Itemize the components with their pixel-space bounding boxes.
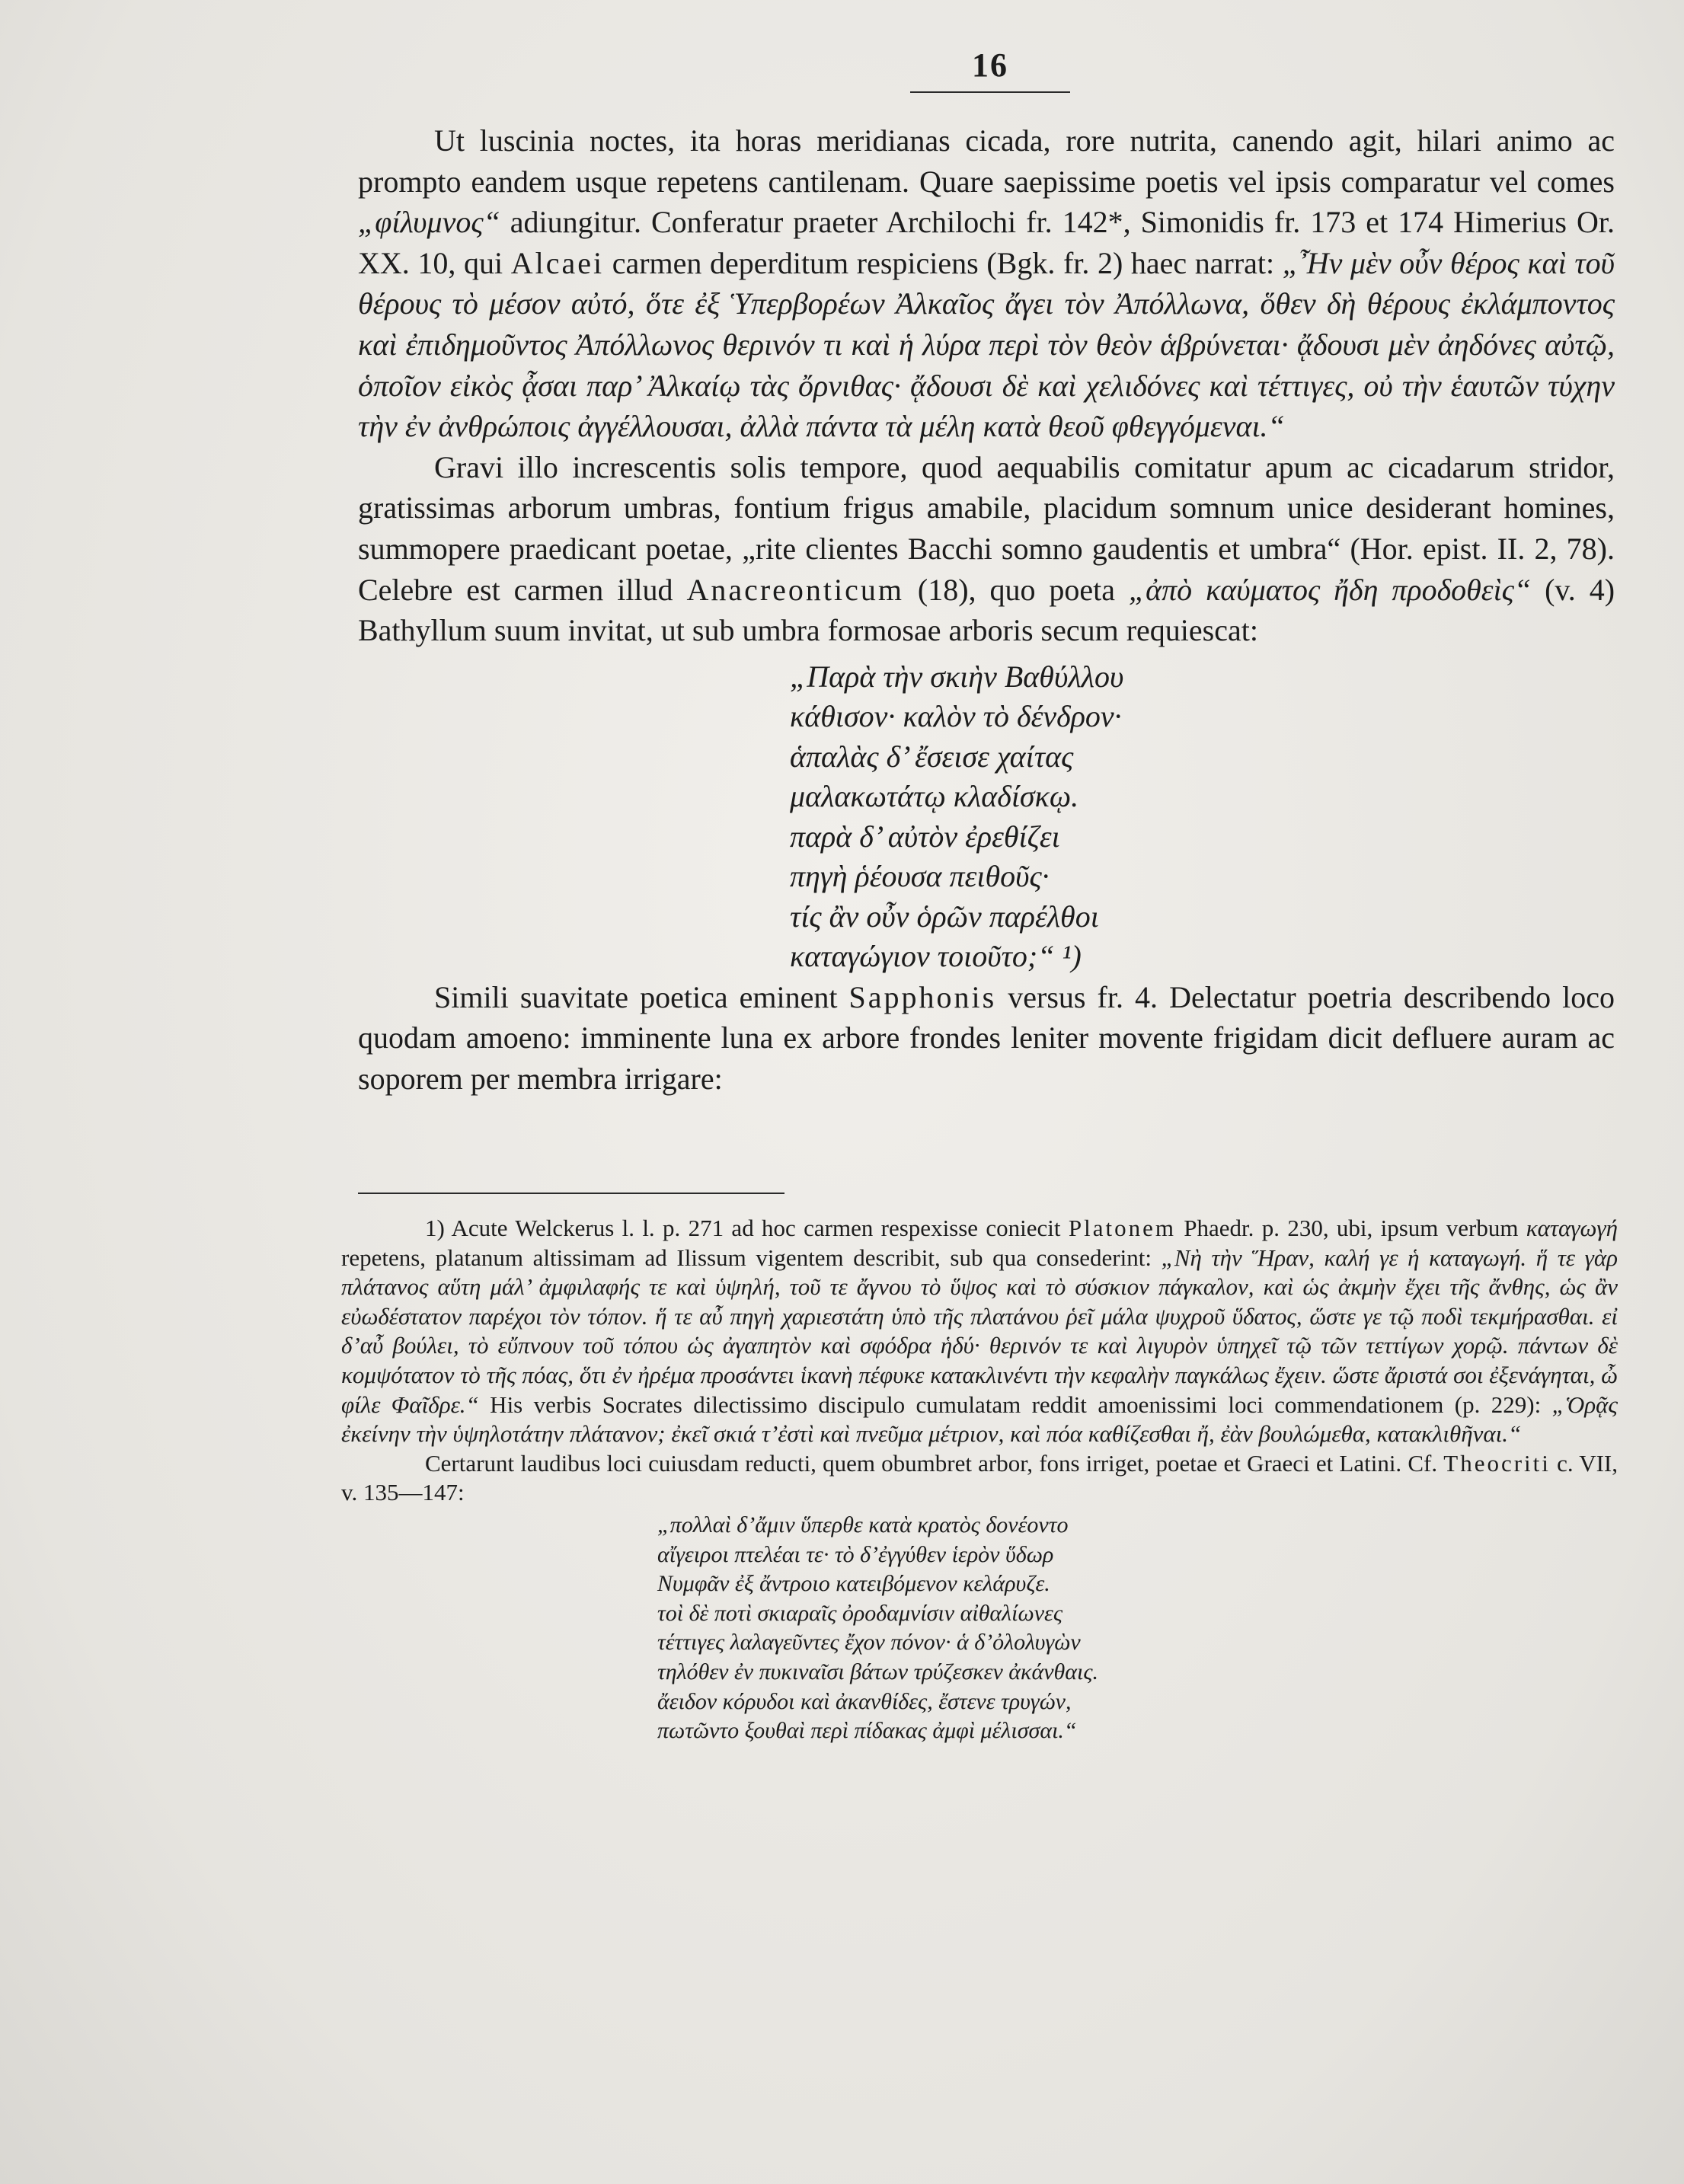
greek-quotation: „Ὁρᾷς ἐκείνην τὴν ὑψηλοτάτην πλάτανον; ἐκεῖ σκιά τ’ἐστὶ καὶ πνεῦμα μέτριον, καὶ πόα καθίζεσθαι ἤ, ἐὰν βουλώμεθα, κατακλιθῆναι.“ bbox=[341, 1391, 1618, 1448]
footnote-1 bbox=[341, 1214, 1618, 1449]
greek-quotation: „Ἦν μὲν οὖν θέρος καὶ τοῦ θέρους τὸ μέσον αὐτό, ὅτε ἐξ Ὑπερβορέων Ἀλκαῖος ἄγει τὸν Ἀπόλλωνα, ὅθεν δὴ θέρους ἐκλάμποντος καὶ ἐπιδημοῦντος Ἀπόλλωνος θερινόν τι καὶ ἡ λύρα περὶ τὸν θεὸν ἁβρύνεται· ᾄδουσι μὲν ἀηδόνες αὐτῷ, ὁποῖον εἰκὸς ᾆσαι παρ’ Ἀλκαίῳ τὰς ὄρνιθας· ᾄδουσι δὲ καὶ χελιδόνες καὶ τέττιγες, οὐ τὴν ἑαυτῶν τύχην τὴν ἐν ἀνθρώποις ἀγγέλλουσαι, ἀλλὰ πάντα τὰ μέλη κατὰ θεοῦ φθεγγόμεναι.“ bbox=[358, 245, 1615, 444]
author-name: Theocriti bbox=[1443, 1449, 1551, 1477]
text-run: (v. 4) Bathyllum suum invitat, ut sub umbra formosae arboris secum requiescat: bbox=[358, 572, 1615, 648]
verse-line: τίς ἂν οὖν ὁρῶν παρέλθοι bbox=[790, 899, 1099, 934]
text-run: 1) Acute Welckerus l. l. p. 271 ad hoc carmen respexisse coniecit bbox=[425, 1215, 1069, 1241]
verse-line: πηγὴ ῥέουσα πειθοῦς· bbox=[790, 859, 1050, 894]
paragraph-2 bbox=[358, 447, 1615, 651]
verse-line: καταγώγιον τοιοῦτο;“ ¹) bbox=[790, 939, 1082, 974]
text-run: Ut luscinia noctes, ita horas meridianas cicada, rore nutrita, canendo agit, hilari animo ac prompto eandem usque repetens cantilenam. Quare saepissime poetis vel ipsis comparatur vel comes bbox=[358, 123, 1615, 199]
verse-line: „Παρὰ τὴν σκιὴν Βαθύλλου bbox=[790, 659, 1124, 694]
verse-line: τηλόθεν ἐν πυκιναῖσι βάτων τρύζεσκεν ἀκάνθαις. bbox=[657, 1659, 1099, 1684]
verse-block-theocritus bbox=[657, 1511, 1618, 1746]
verse-line: πωτῶντο ξουθαὶ περὶ πίδακας ἀμφὶ μέλισσαι.“ bbox=[657, 1718, 1077, 1744]
greek-word: „φίλυμνος“ bbox=[358, 205, 500, 240]
verse-line: ἄειδον κόρυδοι καὶ ἀκανθίδες, ἔστενε τρυγών, bbox=[657, 1688, 1072, 1714]
footnotes bbox=[341, 1214, 1618, 1746]
greek-word: καταγωγή bbox=[1526, 1215, 1618, 1241]
text-run: repetens, platanum altissimam ad Ilissum vigentem describit, sub qua consederint: bbox=[341, 1244, 1162, 1271]
greek-quotation: „Νὴ τὴν Ἥραν, καλή γε ἡ καταγωγή. ἥ τε γὰρ πλάτανος αὕτη μάλ’ ἀμφιλαφής τε καὶ ὑψηλή, τοῦ τε ἄγνου τὸ ὕψος καὶ τὸ σύσκιον πάγκαλον, καὶ ὡς ἀκμὴν ἔχει τῆς ἄνθης, ὡς ἂν εὐωδέστατον παρέχοι τὸν τόπον. ἥ τε αὖ πηγὴ χαριεστάτη ὑπὸ τῆς πλατάνου ῥεῖ μάλα ψυχροῦ ὕδατος, ὥστε γε τῷ ποδὶ τεκμήρασθαι. εἰ δ’αὖ βούλει, τὸ εὔπνουν τοῦ τόπου ὡς ἀγαπητὸν καὶ σφόδρα ἡδύ· θερινόν τε καὶ λιγυρὸν ὑπηχεῖ τῷ τῶν τεττίγων χορῷ. πάντων δὲ κομψότατον τὸ τῆς πόας, ὅτι ἐν ἠρέμα προσάντει ἱκανὴ πέφυκε κατακλινέντι τὴν κεφαλὴν παγκάλως ἔχειν. ὥστε ἄριστά σοι ἐξενάγηται, ὦ φίλε Φαῖδρε.“ bbox=[341, 1244, 1618, 1418]
author-name: Platonem bbox=[1068, 1215, 1176, 1241]
verse-line: κάθισον· καλὸν τὸ δένδρον· bbox=[790, 699, 1122, 734]
text-run: Certarunt laudibus loci cuiusdam reducti, quem obumbret arbor, fons irriget, poetae et Graeci et Latini. Cf. bbox=[425, 1449, 1444, 1477]
paragraph-1 bbox=[358, 120, 1615, 447]
author-name: Sapphonis bbox=[848, 979, 997, 1014]
verse-line: αἴγειροι πτελέαι τε· τὸ δ’ἐγγύθεν ἱερὸν ὕδωρ bbox=[657, 1541, 1054, 1567]
verse-line: Νυμφᾶν ἐξ ἄντροιο κατειβόμενον κελάρυζε. bbox=[657, 1571, 1050, 1597]
text-run: (18), quo poeta bbox=[904, 572, 1129, 607]
verse-line: μαλακωτάτῳ κλαδίσκῳ. bbox=[790, 779, 1079, 814]
verse-block-anacreontic bbox=[790, 657, 1615, 977]
greek-quotation: „ἀπὸ καύματος ἤδη προδοθεὶς“ bbox=[1128, 572, 1532, 607]
text-run: adiungitur. Conferatur praeter Archilochi fr. 142*, Simonidis fr. 173 et 174 Himerius Or. XX. 10, qui bbox=[358, 205, 1615, 280]
verse-line: „πολλαὶ δ’ἄμιν ὕπερθε κατὰ κρατὸς δονέοντο bbox=[657, 1512, 1069, 1537]
text-run: versus fr. 4. Delectatur poetria describendo loco quodam amoeno: imminente luna ex arbore frondes leniter movente frigidam dicit defluere auram ac soporem per membra irrigare: bbox=[358, 979, 1615, 1096]
page-number: 16 bbox=[972, 46, 1008, 84]
footnote-rule bbox=[358, 1193, 784, 1194]
author-name: Alcaei bbox=[510, 245, 605, 280]
verse-line: τοὶ δὲ ποτὶ σκιαραῖς ὀροδαμνίσιν αἰθαλίωνες bbox=[657, 1600, 1063, 1626]
page-number-rule bbox=[910, 91, 1070, 93]
text-run: His verbis Socrates dilectissimo discipulo cumulatam reddit amoenissimi loci commendationem (p. 229): bbox=[478, 1391, 1552, 1418]
verse-line: τέττιγες λαλαγεῦντες ἔχον πόνον· ἁ δ’ὀλολυγὼν bbox=[657, 1630, 1081, 1656]
text-run: Simili suavitate poetica eminent bbox=[434, 979, 849, 1014]
text-run: Phaedr. p. 230, ubi, ipsum verbum bbox=[1175, 1215, 1526, 1241]
author-name: Anacreonticum bbox=[686, 572, 905, 607]
text-run: carmen deperditum respiciens (Bgk. fr. 2) haec narrat: bbox=[604, 245, 1283, 280]
footnote-2 bbox=[341, 1449, 1618, 1508]
text-run: c. VII, v. 135—147: bbox=[341, 1449, 1618, 1506]
text-run: Gravi illo increscentis solis tempore, quod aequabilis comitatur apum ac cicadarum stridor, gratissimas arborum umbras, fontium frigus amabile, placidum somnum unice desiderant homines, summopere praedicant poetae, „rite clientes Bacchi somno gaudentis et umbra“ (Hor. epist. II. 2, 78). Celebre est carmen illud bbox=[358, 449, 1615, 607]
verse-line: παρὰ δ’ αὐτὸν ἐρεθίζει bbox=[790, 819, 1060, 854]
verse-line: ἁπαλὰς δ’ ἔσεισε χαίτας bbox=[790, 739, 1074, 774]
main-text bbox=[358, 120, 1615, 1100]
paragraph-3 bbox=[358, 977, 1615, 1100]
